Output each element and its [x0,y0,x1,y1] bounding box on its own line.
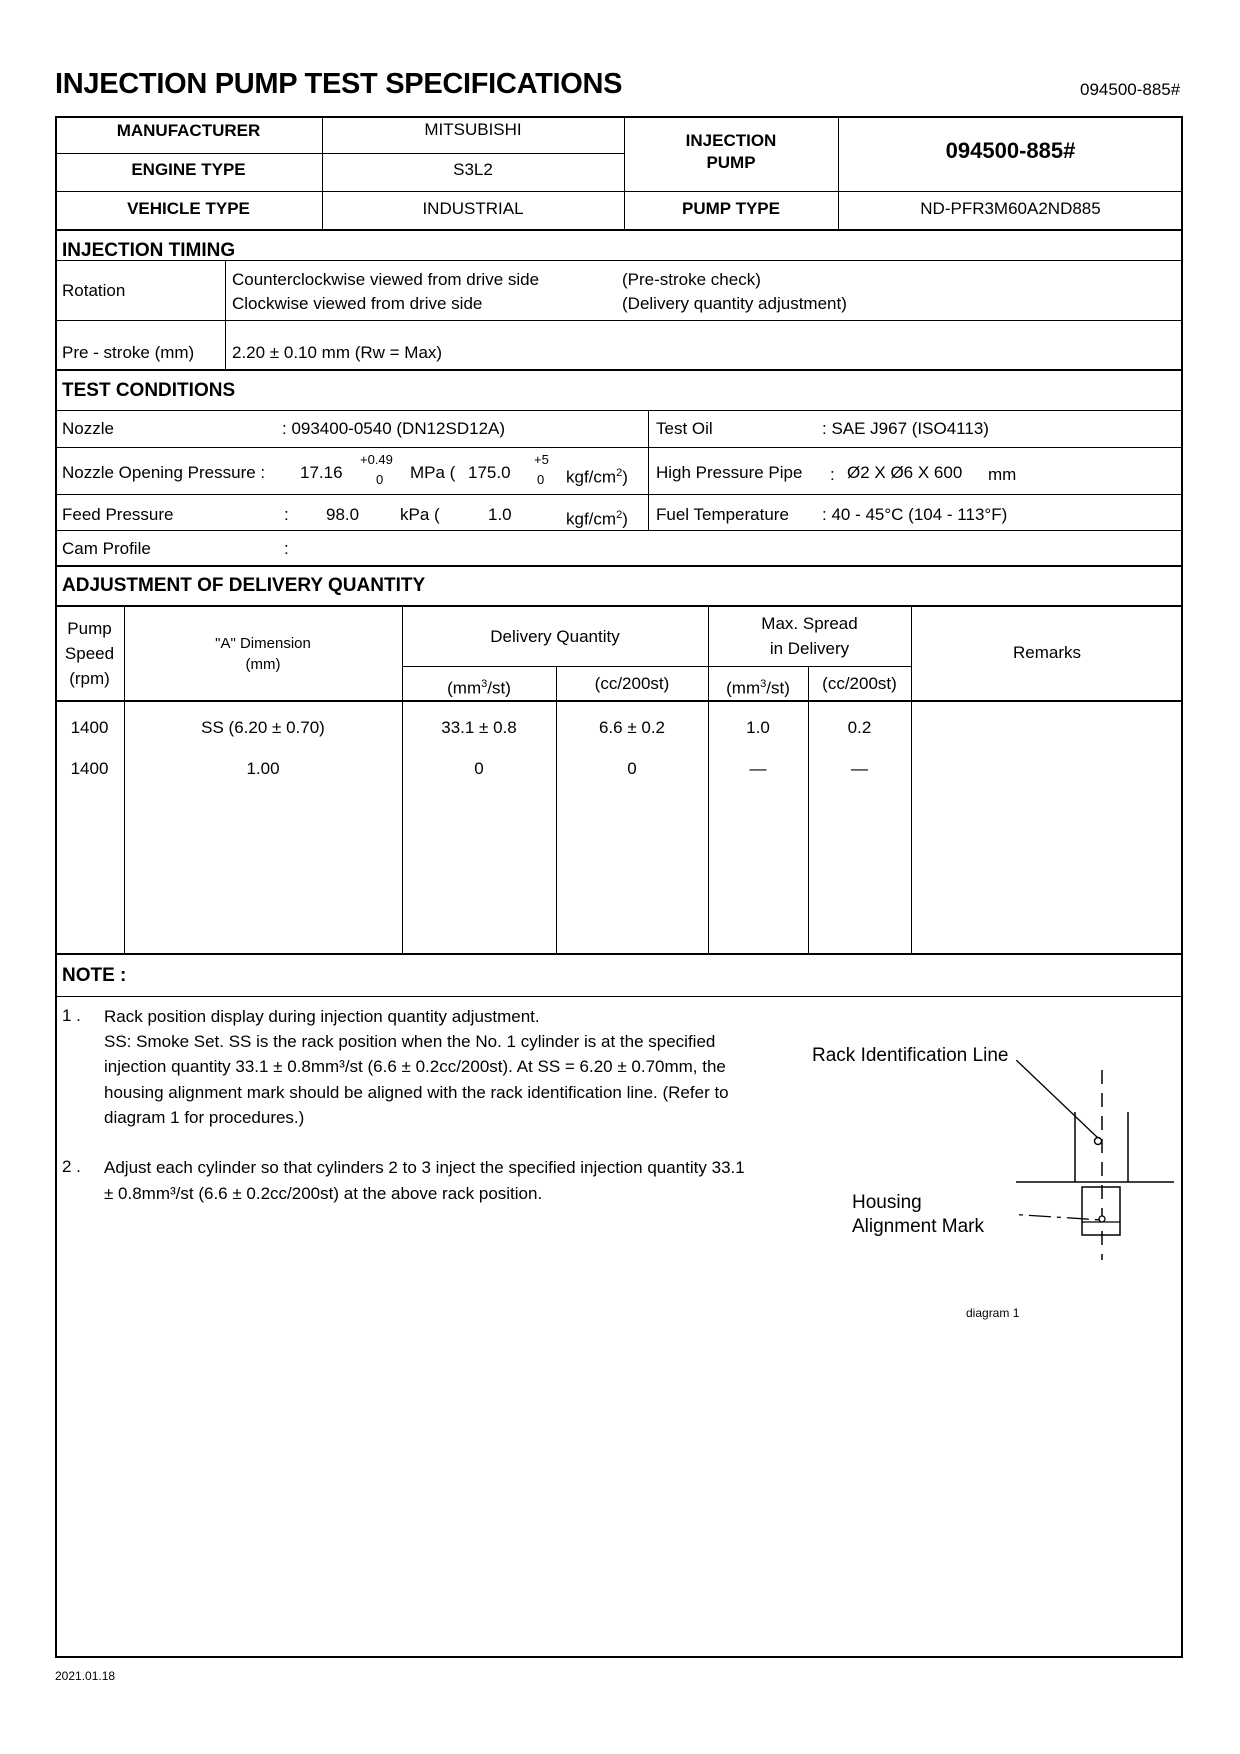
test-oil-value: : SAE J967 (ISO4113) [822,419,989,438]
col-pump-speed-3: (rpm) [69,669,110,688]
vehicle-type-label: VEHICLE TYPE [127,199,250,218]
feed-pressure-kgf: 1.0 [488,505,512,524]
col-pump-speed-2: Speed [64,644,115,663]
prestroke-value: 2.20 ± 0.10 mm (Rw = Max) [232,343,443,362]
injection-pump-label-line2: PUMP [706,153,756,172]
fuel-temperature-label: Fuel Temperature [656,505,789,524]
nop-kgf-unit: kgf/$cm^2$) [566,467,628,487]
note1-line1: Rack position display during injection quantity adjustment. [104,1007,540,1026]
col-delivery-quantity: Delivery Quantity [490,627,620,646]
high-pressure-pipe-unit: mm [988,465,1017,484]
rotation-line1-note: (Pre-stroke check) [622,270,761,289]
high-pressure-pipe-value: Ø2 X Ø6 X 600 [847,463,963,482]
prestroke-label: Pre - stroke (mm) [62,343,195,362]
fuel-temperature-value: : 40 - 45°C (104 - 113°F) [822,505,1008,524]
nop-mpa-plus-tolerance: +0.49 [360,452,393,467]
injection-pump-value: 094500-885# [945,138,1076,163]
col-spread-mm3: $(mm^3/st)$ [726,678,790,698]
rotation-line2: Clockwise viewed from drive side [232,294,483,313]
injection-pump-label-line1: INJECTION [685,131,777,150]
col-spread-cc: (cc/200st) [822,674,897,693]
adj-header-bottom [55,700,1183,702]
document-number: 094500-885# [1080,80,1181,99]
note1-line3: injection quantity 33.1 ± 0.8mm³/st (6.6 ± 0.2cc/200st). At SS = 6.20 ± 0.70mm, the [104,1057,726,1076]
engine-type-label: ENGINE TYPE [131,160,246,179]
note1-line4: housing alignment mark should be aligned with the rack identification line. (Refer to [104,1083,729,1102]
tc-divider-4 [55,530,1183,531]
nozzle-opening-pressure-label: Nozzle Opening Pressure : [62,463,266,482]
feed-pressure-kpa-unit: kPa ( [400,505,440,524]
tc-divider-2 [55,447,1183,448]
row1-a-dimension: SS (6.20 ± 0.70) [201,718,325,737]
note-title-divider [55,996,1183,997]
test-oil-label: Test Oil [656,419,713,438]
cam-profile-colon: : [284,539,289,558]
rotation-line1: Counterclockwise viewed from drive side [232,270,540,289]
rack-alignment-diagram [1016,1060,1176,1280]
footer-date: 2021.01.18 [55,1669,116,1683]
rack-identification-line-label: Rack Identification Line [812,1045,1009,1066]
note1-line2: SS: Smoke Set. SS is the rack position when the No. 1 cylinder is at the specified [104,1032,716,1051]
row1-quantity-mm3: 33.1 ± 0.8 [441,718,517,737]
col-pump-speed-1: Pump [67,619,112,638]
row2-speed: 1400 [70,759,109,778]
nop-kgf-minus-tolerance: 0 [537,472,545,487]
note-title: NOTE : [62,965,127,986]
page-title: INJECTION PUMP TEST SPECIFICATIONS [55,68,623,100]
header-row-divider-1 [55,153,625,154]
high-pressure-pipe-label: High Pressure Pipe [656,463,803,482]
header-row-divider-2 [55,191,1183,192]
feed-pressure-label: Feed Pressure [62,505,174,524]
note1-number: 1 . [62,1006,81,1025]
diagram-caption: diagram 1 [966,1306,1020,1320]
adj-subheader-divider [402,666,911,667]
row2-spread-mm3: — [749,759,767,778]
header-bottom-border [55,229,1183,231]
note2-line1: Adjust each cylinder so that cylinders 2 to 3 inject the specified injection quantity 33.1 [104,1158,745,1177]
tc-col-divider [648,410,649,530]
injection-timing-title: INJECTION TIMING [62,240,236,261]
col-a-dimension-2: (mm) [245,656,281,673]
nop-kgf-value: 175.0 [468,463,511,482]
timing-bottom-border [55,369,1183,371]
nozzle-label: Nozzle [62,419,114,438]
pump-type-value: ND-PFR3M60A2ND885 [920,199,1101,218]
col-delivery-mm3: $(mm^3/st)$ [447,678,511,698]
adjustment-title: ADJUSTMENT OF DELIVERY QUANTITY [62,575,426,596]
adj-col-divider-5 [808,666,809,953]
note2-number: 2 . [62,1157,81,1176]
col-max-spread-2: in Delivery [769,639,850,658]
adj-table-bottom [55,953,1183,955]
row1-spread-mm3: 1.0 [746,718,770,737]
tc-divider-1 [55,410,1183,411]
adj-title-divider [55,605,1183,607]
row1-quantity-cc: 6.6 ± 0.2 [598,718,666,737]
nop-mpa-minus-tolerance: 0 [376,472,384,487]
row2-a-dimension: 1.00 [246,759,280,778]
nop-mpa-value: 17.16 [300,463,343,482]
col-max-spread-1: Max. Spread [761,614,858,633]
cam-profile-label: Cam Profile [62,539,151,558]
manufacturer-label: MANUFACTURER [116,121,261,140]
note2-line2: ± 0.8mm³/st (6.6 ± 0.2cc/200st) at the above rack position. [104,1184,543,1203]
rotation-line2-note: (Delivery quantity adjustment) [622,294,847,313]
feed-pressure-kpa: 98.0 [326,505,360,524]
feed-pressure-colon: : [284,505,289,524]
housing-label-line2: Alignment Mark [852,1216,984,1237]
vehicle-type-value: INDUSTRIAL [422,199,524,218]
housing-label-line1: Housing [852,1192,922,1213]
row1-spread-cc: 0.2 [847,718,872,737]
col-a-dimension-1: "A" Dimension [215,635,311,652]
adj-col-divider-2 [402,605,403,953]
feed-pressure-kgf-unit: kgf/$cm^2$) [566,509,628,529]
pump-type-label: PUMP TYPE [682,199,780,218]
test-conditions-title: TEST CONDITIONS [62,380,236,401]
engine-type-value: S3L2 [453,160,493,179]
rotation-label: Rotation [62,281,126,300]
tc-divider-3 [55,494,1183,495]
row2-quantity-cc: 0 [627,759,637,778]
col-remarks: Remarks [1012,643,1081,662]
tc-bottom-border [55,565,1183,567]
note1-line5: diagram 1 for procedures.) [104,1108,305,1127]
nop-kgf-plus-tolerance: +5 [534,452,549,467]
adj-col-divider-3 [556,666,557,953]
row2-spread-cc: — [851,759,868,778]
col-delivery-cc: (cc/200st) [594,674,670,693]
high-pressure-pipe-colon: : [830,465,835,484]
row1-speed: 1400 [70,718,109,737]
timing-col-divider [225,260,226,369]
nop-mpa-unit: MPa ( [410,463,456,482]
row2-quantity-mm3: 0 [474,759,484,778]
manufacturer-value: MITSUBISHI [424,120,522,139]
nozzle-value: : 093400-0540 (DN12SD12A) [282,419,506,438]
